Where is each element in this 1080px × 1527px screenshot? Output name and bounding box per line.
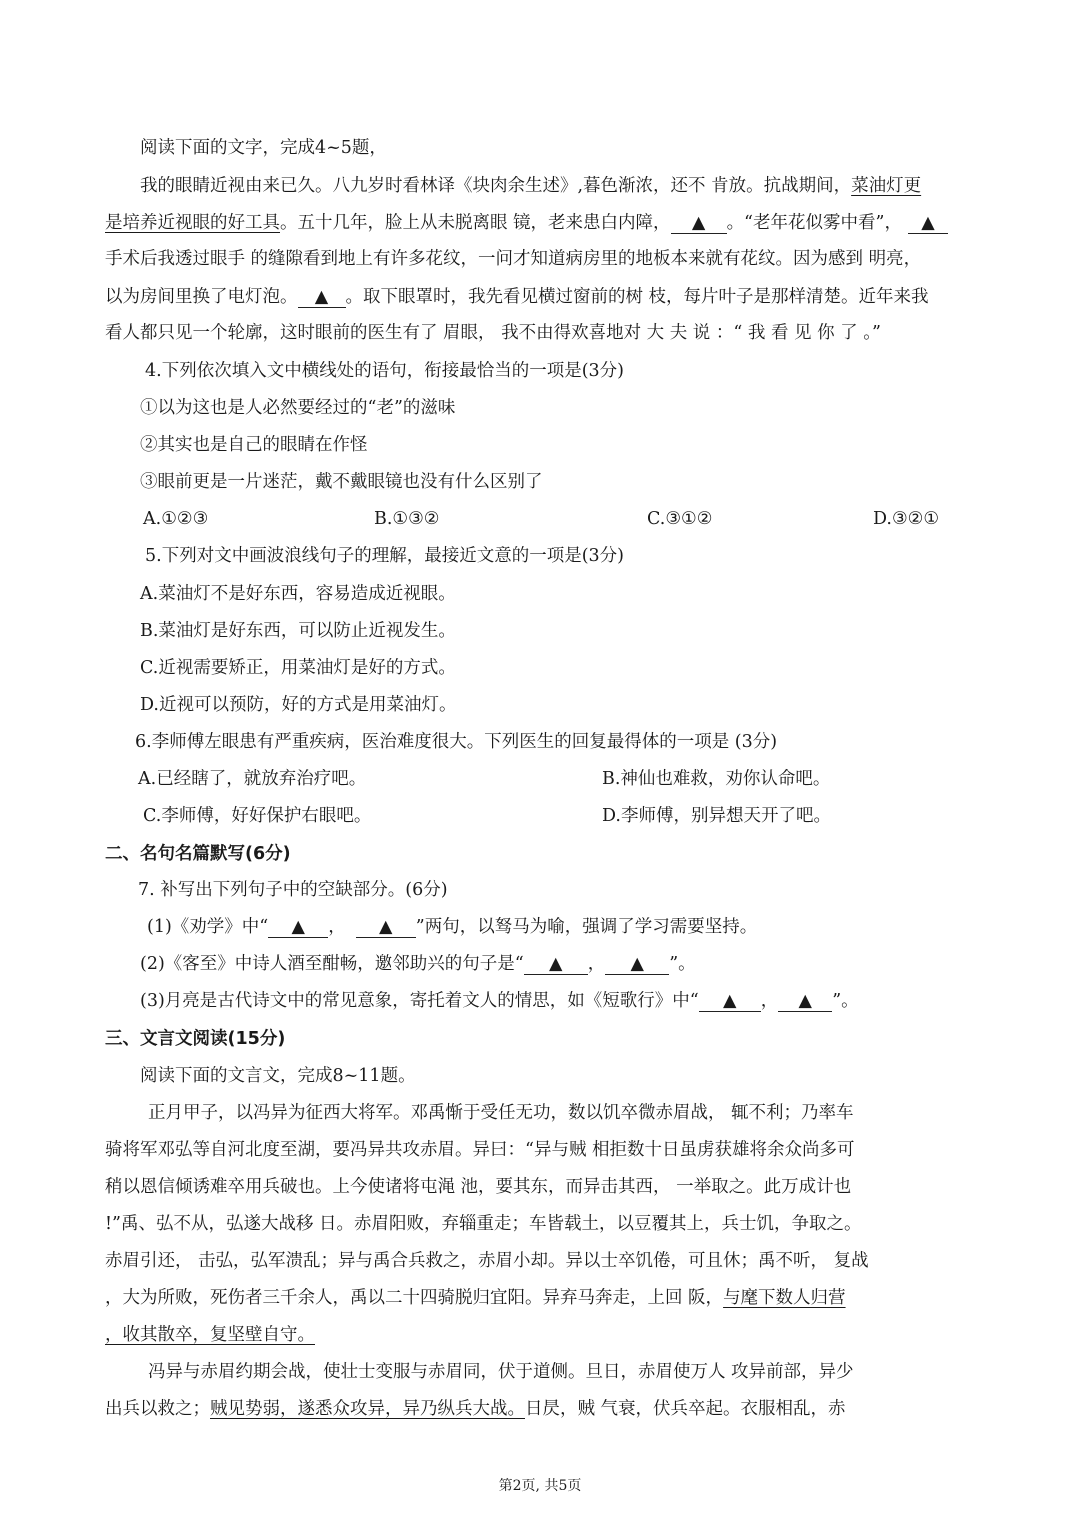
passage-line-3: 手术后我透过眼手 的缝隙看到地上有许多花纹，一问才知道病房里的地板本来就有花纹。因为感到 明亮，: [105, 249, 922, 269]
q6-option-d: D.李师傅，别异想天开了吧。: [602, 806, 831, 826]
passage-line-2: 是培养近视眼的好工具。五十几年，脸上从未脱离眼 镜，老来患白内障， ▲ 。“老年花似雾中看”， ▲: [105, 211, 948, 235]
answer-blank: ▲: [356, 917, 416, 938]
q4-option-c: C.③①②: [647, 509, 713, 529]
classical-line-9: 出兵以救之；贼见势弱，遂悉众攻异，异乃纵兵大战。日昃，贼 气衰，伏兵卒起。衣服相乱，赤: [105, 1399, 846, 1419]
reading-intro: 阅读下面的文字，完成4~5题，: [140, 138, 387, 158]
classical-line-2: 骑将军邓弘等自河北度至湖，要冯异共攻赤眉。异曰：“异与贼 相拒数十日虽虏获雄将余众尚多可: [105, 1140, 855, 1160]
question-7-stem: 7. 补写出下列句子中的空缺部分。(6分): [138, 880, 448, 900]
classical-line-7: [105, 1323, 315, 1347]
classical-line-1: 正月甲子，以冯异为征西大将军。邓禹惭于受任无功，数以饥卒微赤眉战， 辄不利；乃率车: [148, 1103, 854, 1123]
classical-line-3: 稍以恩信倾诱难卒用兵破也。上今使诸将屯渑 池，要其东，而异击其西， 一举取之。此万成计也: [105, 1177, 852, 1197]
q6-option-b: B.神仙也难救，劝你认命吧。: [602, 769, 831, 789]
question-4-stem: 4.下列依次填入文中横线处的语句，衔接最恰当的一项是(3分): [145, 361, 624, 381]
q4-item-3: ③眼前更是一片迷茫，戴不戴眼镜也没有什么区别了: [140, 472, 543, 492]
answer-blank: ▲: [298, 287, 346, 308]
q5-option-b: B.菜油灯是好东西，可以防止近视发生。: [140, 621, 456, 641]
q6-option-a: A.已经瞎了，就放弃治疗吧。: [138, 769, 367, 789]
question-6-stem: 6.李师傅左眼患有严重疾病，医治难度很大。下列医生的回复最得体的一项是 (3分): [135, 732, 778, 752]
answer-blank: ▲: [524, 954, 588, 975]
wavy-underlined-sentence-part2: 是培养近视眼的好工具: [105, 213, 280, 233]
q4-option-d: D.③②①: [873, 509, 940, 529]
q7-sentence-2: (2)《客至》中诗人酒至酣畅，邀邻助兴的句子是“ ▲ ， ▲ ”。: [140, 954, 696, 974]
q7-sentence-3: (3)月亮是古代诗文中的常见意象，寄托着文人的情思，如《短歌行》中“ ▲ ， ▲ ”。: [140, 991, 859, 1011]
section-2-heading: 二、名句名篇默写(6分): [105, 844, 291, 864]
q5-option-a: A.菜油灯不是好东西，容易造成近视眼。: [140, 584, 456, 604]
answer-blank: ▲: [778, 991, 832, 1012]
section-3-heading: 三、文言文阅读(15分): [105, 1029, 286, 1049]
classical-line-6: ，大为所败，死伤者三千余人，禹以二十四骑脱归宜阳。异弃马奔走，上回 阪，与麾下数人归营: [105, 1288, 846, 1308]
q5-option-c: C.近视需要矫正，用菜油灯是好的方式。: [140, 658, 456, 678]
q4-item-2: ②其实也是自己的眼睛在作怪: [140, 435, 368, 455]
classical-line-4: !”禹、弘不从，弘遂大战移 日。赤眉阳败，弃辎重走；车皆载土，以豆覆其上，兵士饥，争取之。: [105, 1214, 862, 1234]
question-5-stem: 5.下列对文中画波浪线句子的理解，最接近文意的一项是(3分): [145, 546, 624, 566]
page-footer: 第2页, 共5页: [498, 1478, 582, 1494]
underlined-sentence: 贼见势弱，遂悉众攻异，异乃纵兵大战。: [210, 1399, 525, 1419]
q5-option-d: D.近视可以预防，好的方式是用菜油灯。: [140, 695, 457, 715]
answer-blank: ▲: [699, 991, 761, 1012]
underlined-sentence: 与麾下数人归营: [723, 1288, 846, 1308]
underlined-sentence: ，收其散卒，复坚壁自守。: [105, 1325, 315, 1345]
classical-line-8: 冯异与赤眉约期会战，使壮士变服与赤眉同，伏于道侧。旦日，赤眉使万人 攻异前部，异少: [148, 1362, 854, 1382]
q4-item-1: ①以为这也是人必然要经过的“老”的滋味: [140, 398, 456, 418]
wavy-underlined-sentence-part1: 菜油灯更: [851, 176, 922, 196]
q4-option-b: B.①③②: [374, 509, 440, 529]
passage-line-5: 看人都只见一个轮廓，这时眼前的医生有了 眉眼， 我不由得欢喜地对 大 夫 说 ：“ 我 看 见 你 了 。”: [105, 323, 881, 343]
passage-line-4: 以为房间里换了电灯泡。 ▲ 。取下眼罩时，我先看见横过窗前的树 枝，每片叶子是那样清楚。近年来我: [105, 287, 929, 307]
answer-blank: ▲: [671, 213, 727, 234]
q4-option-a: A.①②③: [143, 509, 209, 529]
q7-sentence-1: (1)《劝学》中“ ▲ ， ▲ ”两句，以驽马为喻，强调了学习需要坚持。: [147, 917, 758, 937]
classical-line-5: 赤眉引还， 击弘，弘军溃乱；异与禹合兵救之，赤眉小却。异以士卒饥倦，可且休；禹不听， 复战: [105, 1251, 869, 1271]
answer-blank: ▲: [268, 917, 328, 938]
answer-blank: ▲: [908, 213, 948, 234]
q6-option-c: C.李师傅，好好保护右眼吧。: [143, 806, 372, 826]
passage-line-1: 我的眼睛近视由来已久。八九岁时看林译《块肉余生述》,暮色渐浓，还不 肯放。抗战期间，菜油灯更: [140, 176, 922, 196]
classical-reading-intro: 阅读下面的文言文，完成8~11题。: [140, 1066, 416, 1086]
answer-blank: ▲: [605, 954, 669, 975]
